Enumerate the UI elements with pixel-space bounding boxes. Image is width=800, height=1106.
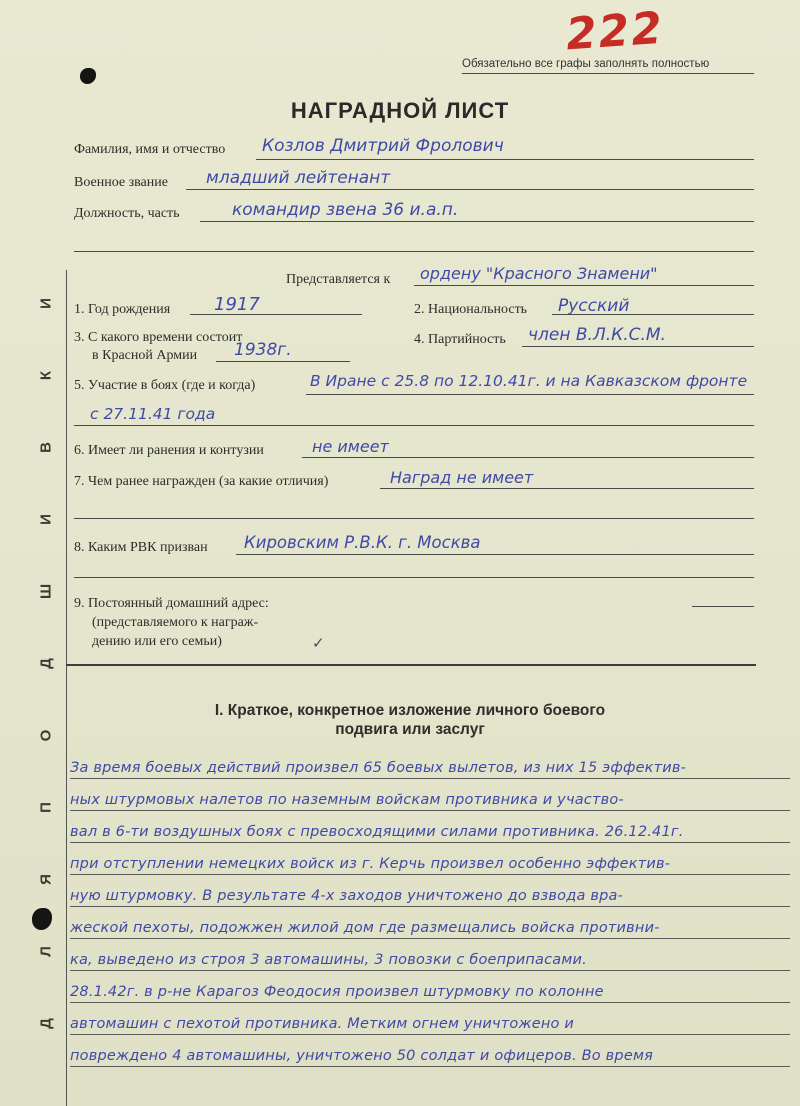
side-label-letter: П [37, 802, 55, 813]
side-label-letter: Л [37, 946, 55, 957]
narrative-text: автомашин с пехотой противника. Метким огнем уничтожено и [70, 1016, 575, 1032]
narrative-text: 28.1.42г. в р-не Карагоз Феодосия произвел штурмовку по колонне [70, 984, 604, 1000]
rank-line [186, 189, 754, 190]
battles-line-1 [306, 394, 754, 395]
battles-line-2 [74, 425, 754, 426]
stamp-number: 222 [564, 2, 666, 61]
rvk-value: Кировским Р.В.К. г. Москва [244, 533, 481, 552]
nationality-line [552, 314, 754, 315]
margin-line [66, 270, 67, 1106]
awards-value: Наград не имеет [390, 468, 534, 487]
presented-label: Представляется к [286, 272, 391, 287]
presented-line [414, 285, 754, 286]
narrative-text: при отступлении немецких войск из г. Керчь произвел особенно эффектив- [70, 856, 671, 872]
page-title: НАГРАДНОЙ ЛИСТ [290, 98, 510, 123]
nationality-label: 2. Национальность [414, 302, 528, 317]
narrative-text: жеской пехоты, подожжен жилой дом где размещались войска противни- [70, 920, 660, 936]
address-label-1: 9. Постоянный домашний адрес: [74, 596, 269, 611]
narrative-text: За время боевых действий произвел 65 боевых вылетов, из них 15 эффектив- [70, 760, 687, 776]
narrative-text: вал в 6-ти воздушных боях с превосходящими силами противника. 26.12.41г. [70, 824, 684, 840]
narrative-line [70, 810, 790, 843]
awards-line [380, 488, 754, 489]
narrative-line [70, 970, 790, 1003]
narrative-text: ных штурмовых налетов по наземным войскам противника и участво- [70, 792, 624, 808]
party-label: 4. Партийность [414, 332, 506, 347]
side-label-letter: И [37, 514, 55, 525]
address-label-2: (представляемого к награж- [92, 615, 259, 630]
side-label-letter: И [37, 298, 55, 309]
blank-line-1 [74, 251, 754, 252]
rvk-line [236, 554, 754, 555]
position-value: командир звена 36 и.а.п. [232, 200, 459, 220]
wounds-label: 6. Имеет ли ранения и контузии [74, 443, 264, 458]
side-label-letter: О [37, 729, 55, 742]
narrative-line [70, 938, 790, 971]
service-since-value: 1938г. [234, 340, 292, 360]
birth-year-label: 1. Год рождения [74, 302, 171, 317]
narrative-line [70, 778, 790, 811]
section-title-2: подвига или заслуг [335, 721, 485, 738]
position-line [200, 221, 754, 222]
rvk-label: 8. Каким РВК призван [74, 540, 208, 555]
side-label-letter: Ш [37, 583, 55, 600]
nationality-value: Русский [558, 296, 630, 316]
header-note: Обязательно все графы заполнять полностью [462, 58, 710, 70]
blank-line-2 [74, 518, 754, 519]
wounds-line [302, 457, 754, 458]
battles-value-2: с 27.11.41 года [90, 405, 216, 423]
narrative-line [70, 1002, 790, 1035]
service-since-label-2: в Красной Армии [92, 348, 198, 363]
rank-value: младший лейтенант [206, 168, 391, 188]
service-since-label-1: 3. С какого времени состоит [74, 330, 243, 345]
party-value: член В.Л.К.С.М. [528, 325, 666, 345]
address-checkmark: ✓ [312, 636, 325, 652]
narrative-line [70, 842, 790, 875]
address-line-right [692, 606, 754, 607]
wounds-value: не имеет [312, 437, 389, 456]
side-label-letter: К [37, 370, 55, 381]
narrative-line [70, 1034, 790, 1067]
narrative-line [70, 906, 790, 939]
side-label-letter: Я [37, 874, 55, 885]
battles-value-1: В Иране с 25.8 по 12.10.41г. и на Кавказском фронте [310, 372, 748, 390]
awards-label: 7. Чем ранее награжден (за какие отличия) [74, 474, 329, 489]
address-label-3: дению или его семьи) [92, 634, 222, 649]
service-since-line [216, 361, 350, 362]
narrative-text: ную штурмовку. В результате 4-х заходов уничтожено до взвода вра- [70, 888, 624, 904]
rank-label: Военное звание [74, 175, 168, 190]
narrative-text: ка, выведено из строя 3 автомашины, 3 повозки с боеприпасами. [70, 952, 587, 968]
header-note-underline [462, 73, 754, 74]
birth-year-value: 1917 [214, 294, 260, 315]
position-label: Должность, часть [74, 206, 180, 221]
side-label-letter: Д [37, 1018, 55, 1029]
side-label-letter: Д [37, 658, 55, 669]
section-title-1: I. Краткое, конкретное изложение личного боевого [214, 702, 606, 719]
battles-label: 5. Участие в боях (где и когда) [74, 378, 256, 393]
narrative-text: повреждено 4 автомашины, уничтожено 50 солдат и офицеров. Во время [70, 1048, 654, 1064]
narrative-line [70, 746, 790, 779]
punch-hole-top [80, 68, 96, 84]
name-line [256, 159, 754, 160]
section-divider [66, 664, 756, 666]
name-label: Фамилия, имя и отчество [74, 142, 226, 157]
blank-line-3 [74, 577, 754, 578]
narrative-line [70, 874, 790, 907]
side-label-letter: В [37, 442, 55, 453]
punch-hole-bottom [32, 908, 52, 930]
presented-value: ордену "Красного Знамени" [420, 264, 658, 283]
birth-year-line [190, 314, 362, 315]
party-line [522, 346, 754, 347]
name-value: Козлов Дмитрий Фролович [262, 136, 504, 156]
